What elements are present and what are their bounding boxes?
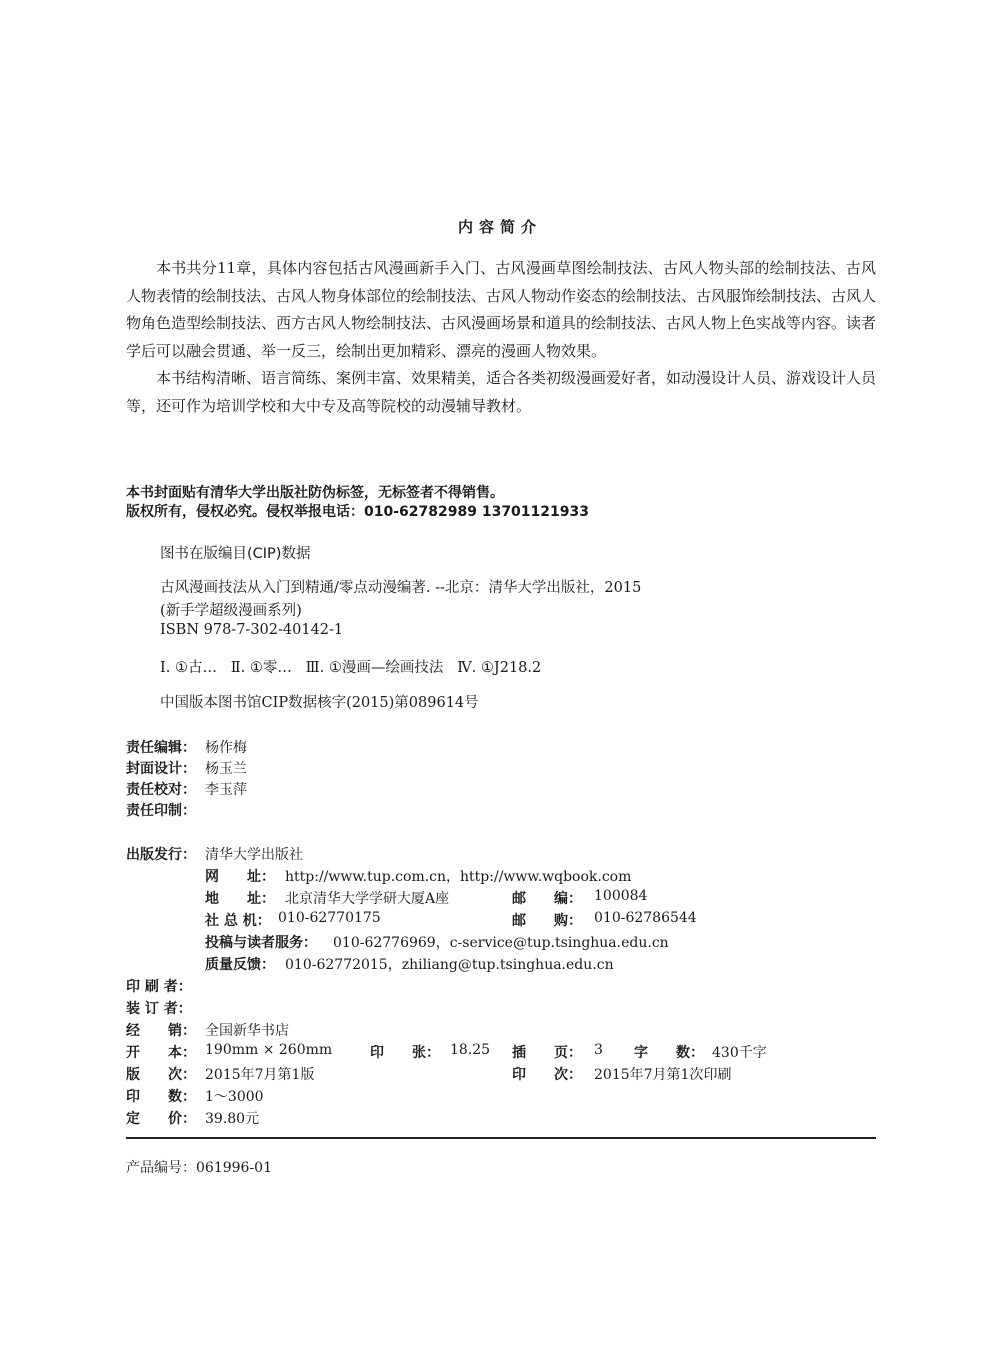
cip-line-2: (新手学超级漫画系列) (160, 603, 302, 619)
staff-cover-design-label: 封面设计： (126, 761, 196, 777)
publisher-value: 清华大学出版社 (205, 847, 303, 863)
staff-editor-label: 责任编辑： (126, 740, 196, 756)
format-label: 开 本： (126, 1045, 196, 1061)
printer-label: 印 刷 者： (126, 979, 192, 995)
mail-order-value: 010-62786544 (594, 910, 697, 926)
cip-isbn: ISBN 978-7-302-40142-1 (160, 622, 344, 638)
insert-pages-label: 插 页： (512, 1045, 582, 1061)
edition-label: 版 次： (126, 1067, 196, 1083)
print-run-label: 印 数： (126, 1089, 196, 1105)
summary-title: 内容简介 (457, 218, 542, 236)
edition-value: 2015年7月第1版 (205, 1067, 315, 1083)
website-label: 网 址： (205, 869, 275, 885)
postcode-value: 100084 (594, 888, 648, 904)
reader-service-value: 010-62776969，c-service@tup.tsinghua.edu.cn (333, 935, 669, 951)
staff-proofreader-value: 李玉萍 (205, 782, 247, 798)
print-run-value: 1～3000 (205, 1089, 264, 1105)
staff-cover-design-value: 杨玉兰 (205, 761, 247, 777)
product-code: 产品编号：061996-01 (126, 1160, 272, 1176)
publisher-label: 出版发行： (126, 847, 196, 863)
cip-record-number: 中国版本图书馆CIP数据核字(2015)第089614号 (160, 695, 479, 711)
cip-classification: Ⅰ. ①古… Ⅱ. ①零… Ⅲ. ①漫画—绘画技法 Ⅳ. ①J218.2 (160, 660, 542, 676)
quality-feedback-value: 010-62772015，zhiliang@tup.tsinghua.edu.cn (285, 957, 614, 973)
switchboard-value: 010-62770175 (278, 910, 381, 926)
staff-editor-value: 杨作梅 (205, 740, 247, 756)
copyright-notice: 版权所有，侵权必究。侵权举报电话：010-62782989 13701121933 (126, 504, 589, 520)
insert-pages-value: 3 (594, 1042, 603, 1058)
price-label: 定 价： (126, 1111, 196, 1127)
cip-heading: 图书在版编目(CIP)数据 (160, 546, 311, 562)
word-count-value: 430千字 (712, 1045, 767, 1061)
price-value: 39.80元 (205, 1111, 260, 1127)
address-label: 地 址： (205, 891, 275, 907)
anti-counterfeit-notice: 本书封面贴有清华大学出版社防伪标签，无标签者不得销售。 (126, 485, 504, 501)
quality-feedback-label: 质量反馈： (205, 957, 275, 973)
postcode-label: 邮 编： (512, 891, 582, 907)
divider-line (126, 1137, 876, 1139)
summary-paragraph-2: 本书结构清晰、语言简练、案例丰富、效果精美，适合各类初级漫画爱好者，如动漫设计人员、游戏设计人员等，还可作为培训学校和大中专及高等院校的动漫辅导教材。 (126, 369, 877, 415)
staff-print-supervisor-label: 责任印制： (126, 803, 196, 819)
mail-order-label: 邮 购： (512, 913, 582, 929)
distributor-value: 全国新华书店 (205, 1023, 289, 1039)
word-count-label: 字 数： (634, 1045, 704, 1061)
switchboard-label: 社 总 机： (205, 913, 271, 929)
summary-paragraph-1: 本书共分11章，具体内容包括古风漫画新手入门、古风漫画草图绘制技法、古风人物头部的绘制技法、古风人物表情的绘制技法、古风人物身体部位的绘制技法、古风人物动作姿态的绘制技法、古风服饰绘制技法、古风人物角色造型绘制技法、西方古风人物绘制技法、古风漫画场景和道具的绘制技法、古风人物上色实战等内容。读者学后可以融会贯通、举一反三，绘制出更加精彩、漂亮的漫画人物效果。 (126, 259, 877, 360)
impression-label: 印 次： (512, 1067, 582, 1083)
reader-service-label: 投稿与读者服务： (205, 935, 317, 951)
impression-value: 2015年7月第1次印刷 (594, 1067, 732, 1083)
binder-label: 装 订 者： (126, 1001, 192, 1017)
distributor-label: 经 销： (126, 1023, 196, 1039)
website-value: http://www.tup.com.cn，http://www.wqbook.com (285, 869, 632, 885)
sheets-label: 印 张： (370, 1045, 440, 1061)
sheets-value: 18.25 (450, 1042, 491, 1058)
staff-proofreader-label: 责任校对： (126, 782, 196, 798)
cip-line-1: 古风漫画技法从入门到精通/零点动漫编著. --北京：清华大学出版社，2015 (160, 580, 642, 596)
format-value: 190mm × 260mm (205, 1042, 333, 1058)
address-value: 北京清华大学学研大厦A座 (285, 891, 450, 907)
